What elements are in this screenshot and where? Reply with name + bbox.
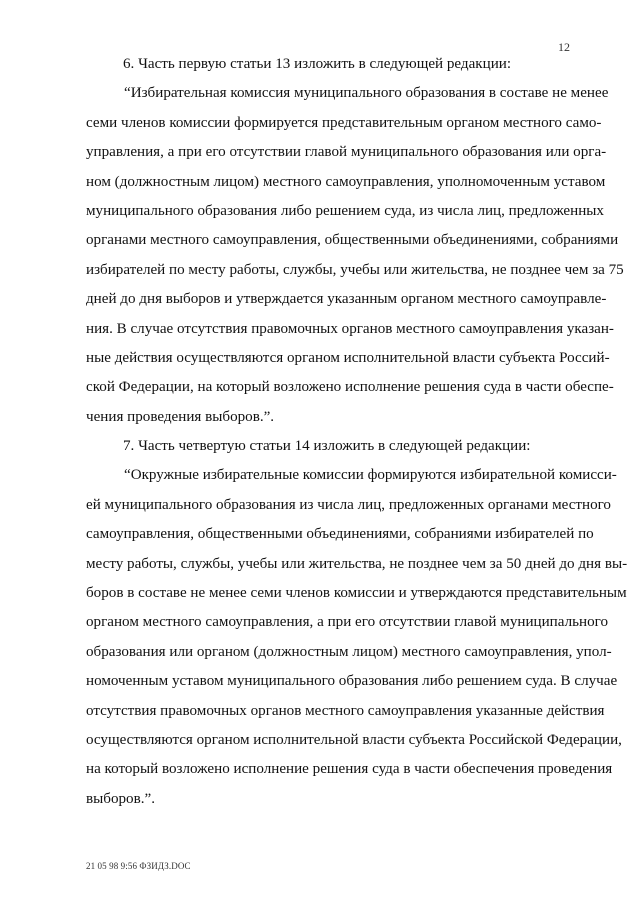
text-line: самоуправления, общественными объединениями, собраниями избирателей по — [86, 526, 594, 543]
text-line: ния. В случае отсутствия правомочных органов местного самоуправления указан- — [86, 320, 614, 337]
quoted-paragraph-14 — [86, 461, 628, 814]
text-line: ей муниципального образования из числа лиц, предложенных органами местного — [86, 496, 611, 513]
document-body — [86, 50, 628, 814]
section-heading-7 — [86, 432, 572, 461]
text-line: ном (должностным лицом) местного самоуправления, уполномоченным уставом — [86, 173, 606, 190]
file-footer: 21 05 98 9:56 ФЗИДЗ.DOC — [86, 861, 191, 871]
text-line: семи членов комиссии формируется представительным органом местного само- — [86, 114, 602, 131]
page-number: 12 — [558, 40, 570, 54]
text-line: выборов.”. — [86, 790, 155, 807]
text-line: отсутствия правомочных органов местного самоуправления указанные действия — [86, 702, 605, 719]
text-line: чения проведения выборов.”. — [86, 408, 275, 425]
text-line: “Окружные избирательные комиссии формируются избирательной комисси- — [124, 467, 617, 484]
text-line: 7. Часть четвертую статьи 14 изложить в следующей редакции: — [123, 438, 531, 455]
text-line: ные действия осуществляются органом исполнительной власти субъекта Россий- — [86, 349, 610, 366]
text-line: месту работы, службы, учебы или жительства, не позднее чем за 50 дней до дня вы- — [86, 555, 628, 572]
text-line: образования или органом (должностным лицом) местного самоуправления, упол- — [86, 643, 612, 660]
text-line: управления, а при его отсутствии главой муниципального образования или орга- — [86, 144, 607, 161]
text-line: дней до дня выборов и утверждается указанным органом местного самоуправле- — [86, 291, 607, 308]
text-line: органами местного самоуправления, общественными объединениями, собраниями — [86, 232, 619, 249]
text-line: избирателей по месту работы, службы, учебы или жительства, не позднее чем за 75 — [86, 261, 624, 278]
text-line: “Избирательная комиссия муниципального образования в составе не менее — [124, 85, 609, 102]
text-line: 6. Часть первую статьи 13 изложить в следующей редакции: — [123, 56, 512, 72]
section-heading-6 — [86, 50, 572, 79]
text-line: номоченным уставом муниципального образования либо решением суда. В случае — [86, 673, 618, 690]
quoted-paragraph-13 — [86, 79, 624, 432]
text-line: органом местного самоуправления, а при его отсутствии главой муниципального — [86, 614, 608, 631]
text-line: осуществляются органом исполнительной власти субъекта Российской Федерации, — [86, 731, 622, 748]
text-line: муниципального образования либо решением суда, из числа лиц, предложенных — [86, 202, 604, 219]
text-line: ской Федерации, на который возложено исполнение решения суда в части обеспе- — [86, 379, 614, 396]
text-line: боров в составе не менее семи членов комиссии и утверждаются представительным — [86, 585, 627, 602]
text-line: на который возложено исполнение решения суда в части обеспечения проведения — [86, 761, 613, 778]
